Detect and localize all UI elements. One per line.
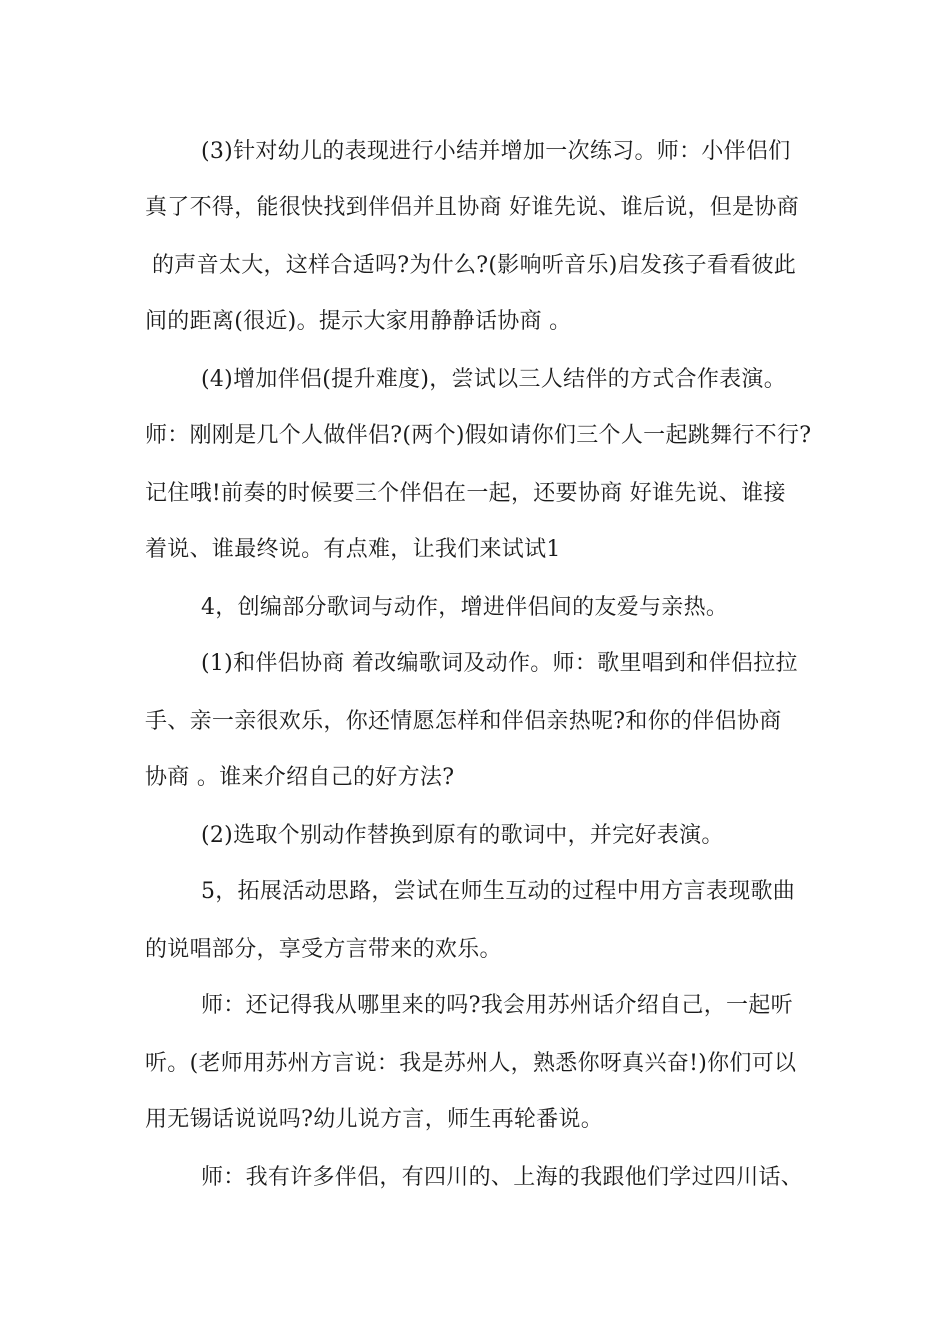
text-line-2: 真了不得，能很快找到伴侣并且协商 好谁先说、谁后说，但是协商: [145, 195, 799, 220]
text-line-1: (3)针对幼儿的表现进行小结并增加一次练习。师：小伴侣们: [201, 139, 791, 164]
text-line-9: 4，创编部分歌词与动作，增进伴侣间的友爱与亲热。: [201, 595, 729, 620]
text-line-19: 师：我有许多伴侣，有四川的、上海的我跟他们学过四川话、: [201, 1165, 804, 1190]
text-line-5: (4)增加伴侣(提升难度)，尝试以三人结伴的方式合作表演。: [201, 367, 787, 392]
text-line-3: 的声音太大，这样合适吗?为什么?(影响听音乐)启发孩子看看彼此: [152, 253, 797, 278]
text-line-17: 听。(老师用苏州方言说：我是苏州人，熟悉你呀真兴奋!)你们可以: [145, 1051, 797, 1076]
text-line-18: 用无锡话说说吗?幼儿说方言，师生再轮番说。: [145, 1107, 604, 1132]
text-line-7: 记住哦!前奏的时候要三个伴侣在一起，还要协商 好谁先说、谁接: [145, 481, 786, 506]
text-line-12: 协商 。谁来介绍自己的好方法?: [145, 765, 455, 790]
text-line-8: 着说、谁最终说。有点难，让我们来试试1: [145, 537, 561, 562]
text-line-4: 间的距离(很近)。提示大家用静静话协商 。: [145, 309, 572, 334]
text-line-15: 的说唱部分，享受方言带来的欢乐。: [145, 937, 502, 962]
text-line-13: (2)选取个别动作替换到原有的歌词中，并完好表演。: [201, 823, 724, 848]
text-line-11: 手、亲一亲很欢乐，你还情愿怎样和伴侣亲热呢?和你的伴侣协商: [145, 709, 782, 734]
text-line-14: 5，拓展活动思路，尝试在师生互动的过程中用方言表现歌曲: [201, 879, 796, 904]
text-line-16: 师：还记得我从哪里来的吗?我会用苏州话介绍自己，一起听: [201, 993, 793, 1018]
text-line-6: 师：刚刚是几个人做伴侣?(两个)假如请你们三个人一起跳舞行不行?: [145, 423, 812, 448]
text-line-10: (1)和伴侣协商 着改编歌词及动作。师：歌里唱到和伴侣拉拉: [201, 651, 798, 676]
